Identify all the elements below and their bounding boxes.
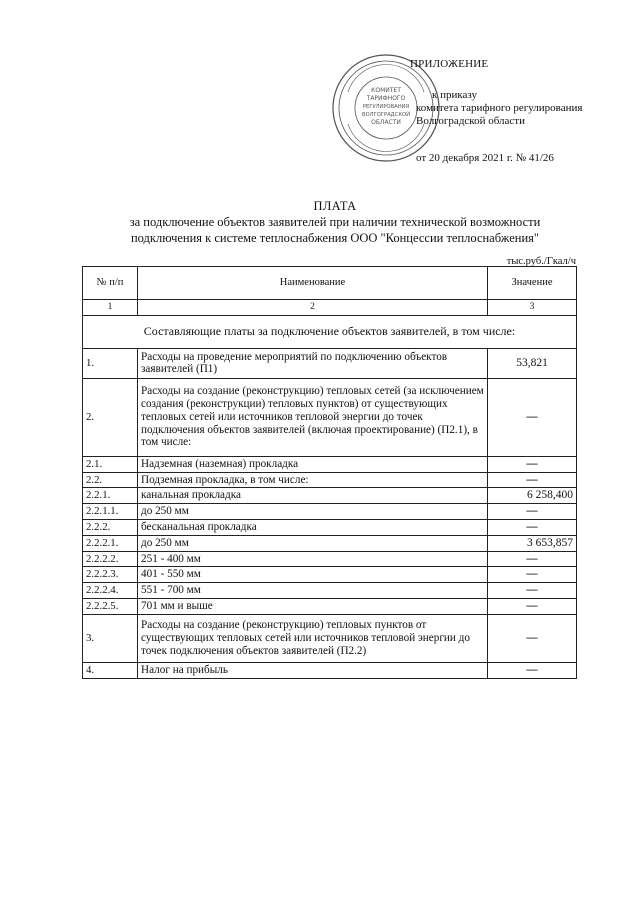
column-number: 3 — [488, 300, 577, 316]
table-row — [83, 519, 577, 535]
row-value: 3 653,857 — [488, 535, 577, 551]
header-name: Наименование — [138, 267, 488, 300]
row-name: бесканальная прокладка — [138, 519, 488, 535]
row-number: 2.2. — [83, 472, 138, 488]
row-name: Надземная (наземная) прокладка — [138, 456, 488, 472]
stamp-line: ВОЛГОГРАДСКОЙ — [362, 112, 410, 118]
section-title: Составляющие платы за подключение объектов заявителей, в том числе: — [83, 315, 577, 348]
header-value: Значение — [488, 267, 577, 300]
appendix-label: ПРИЛОЖЕНИЕ — [410, 58, 489, 70]
row-value: — — [488, 551, 577, 567]
row-name: до 250 мм — [138, 504, 488, 520]
row-number: 2. — [83, 378, 138, 456]
row-name: 401 - 550 мм — [138, 567, 488, 583]
table-row — [83, 598, 577, 614]
table-row — [83, 662, 577, 678]
row-name: 701 мм и выше — [138, 598, 488, 614]
document-title — [80, 198, 590, 246]
row-name: 251 - 400 мм — [138, 551, 488, 567]
table-row — [83, 614, 577, 662]
row-value: — — [488, 378, 577, 456]
row-number: 2.2.2. — [83, 519, 138, 535]
row-value: — — [488, 567, 577, 583]
stamp-line: КОМИТЕТ — [371, 87, 401, 94]
row-number: 2.2.2.3. — [83, 567, 138, 583]
row-number: 2.2.2.1. — [83, 535, 138, 551]
row-value: — — [488, 614, 577, 662]
row-number: 1. — [83, 348, 138, 378]
title-main: ПЛАТА — [313, 199, 357, 213]
row-name: Расходы на проведение мероприятий по подключению объектов заявителей (П1) — [138, 348, 488, 378]
row-value: — — [488, 662, 577, 678]
order-ref: к приказу — [432, 89, 478, 101]
row-number: 2.2.2.4. — [83, 583, 138, 599]
row-value: — — [488, 519, 577, 535]
row-value: 6 258,400 — [488, 488, 577, 504]
row-value: — — [488, 472, 577, 488]
stamp-line: ОБЛАСТИ — [371, 119, 401, 126]
column-number: 2 — [138, 300, 488, 316]
row-number: 2.1. — [83, 456, 138, 472]
row-name: до 250 мм — [138, 535, 488, 551]
table-row — [83, 535, 577, 551]
row-name: канальная прокладка — [138, 488, 488, 504]
row-name: Расходы на создание (реконструкцию) тепловых пунктов от существующих тепловых сетей или источников тепловой энергии до точек подключения объектов заявителей (П2.2) — [138, 614, 488, 662]
table-row — [83, 456, 577, 472]
row-number: 2.2.2.2. — [83, 551, 138, 567]
row-value: — — [488, 504, 577, 520]
order-header — [396, 58, 616, 165]
table-row — [83, 551, 577, 567]
column-number-row — [83, 300, 577, 316]
units-label: тыс.руб./Гкал/ч — [506, 256, 576, 267]
row-name: Подземная прокладка, в том числе: — [138, 472, 488, 488]
row-number: 3. — [83, 614, 138, 662]
table-row — [83, 504, 577, 520]
row-name: Налог на прибыль — [138, 662, 488, 678]
committee-name: комитета тарифного регулирования — [416, 102, 583, 114]
row-name: 551 - 700 мм — [138, 583, 488, 599]
title-line: за подключение объектов заявителей при наличии технической возможности — [129, 215, 541, 229]
table-row — [83, 583, 577, 599]
row-value: — — [488, 456, 577, 472]
row-number: 2.2.2.5. — [83, 598, 138, 614]
fee-table — [82, 266, 577, 679]
table-row — [83, 472, 577, 488]
row-value: — — [488, 598, 577, 614]
row-name: Расходы на создание (реконструкцию) тепловых сетей (за исключением создания (реконструкции) тепловых пунктов) от существующих тепловых сетей или источников тепловой энергии до точек подключения объектов заявителей (включая проектирование) (П2.1), в том числе: — [138, 378, 488, 456]
row-number: 2.2.1.1. — [83, 504, 138, 520]
header-number: № п/п — [83, 267, 138, 300]
column-number: 1 — [83, 300, 138, 316]
table-row — [83, 378, 577, 456]
row-number: 4. — [83, 662, 138, 678]
table-header-row — [83, 267, 577, 300]
row-value: — — [488, 583, 577, 599]
table-row — [83, 348, 577, 378]
stamp-line: РЕГУЛИРОВАНИЯ — [362, 104, 410, 110]
row-value: 53,821 — [488, 348, 577, 378]
title-line: подключения к системе теплоснабжения ООО "Концессии теплоснабжения" — [130, 231, 540, 245]
region-name: Волгоградской области — [416, 115, 525, 127]
order-date-number: от 20 декабря 2021 г. № 41/26 — [416, 152, 554, 164]
section-row — [83, 315, 577, 348]
row-number: 2.2.1. — [83, 488, 138, 504]
table-row — [83, 488, 577, 504]
table-row — [83, 567, 577, 583]
stamp-line: ТАРИФНОГО — [366, 95, 406, 102]
